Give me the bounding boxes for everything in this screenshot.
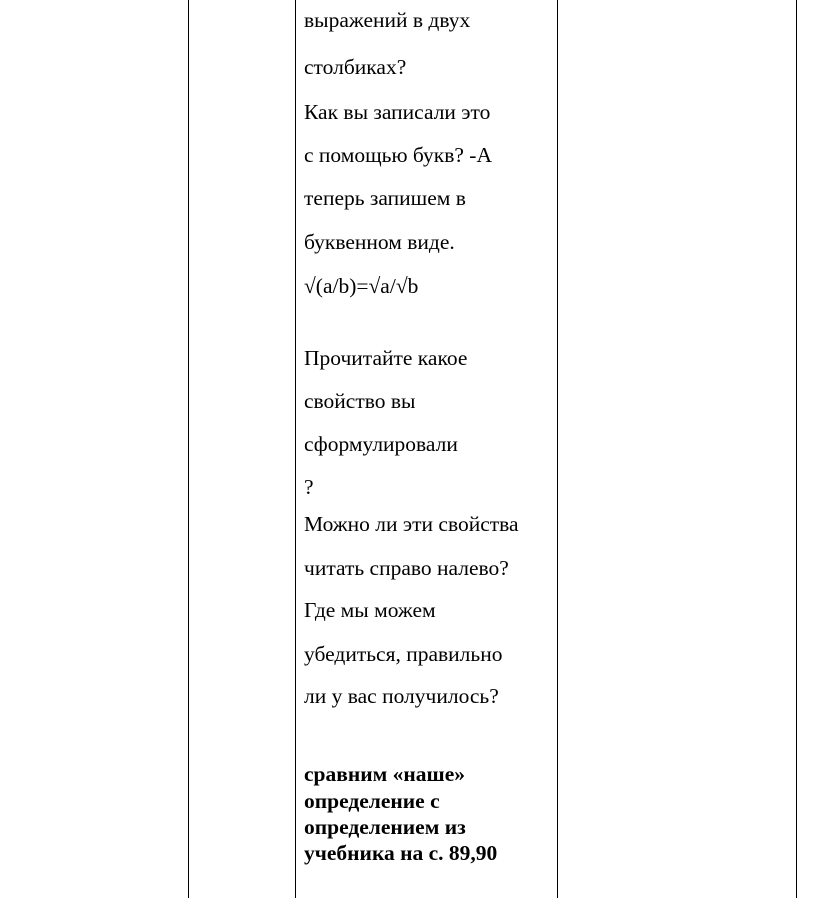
text-line: столбиках? bbox=[304, 55, 407, 79]
text-line: теперь запишем в bbox=[304, 186, 466, 210]
text-line: ли у вас получилось? bbox=[304, 684, 499, 708]
table-border-left bbox=[188, 0, 189, 898]
text-line: Где мы можем bbox=[304, 598, 436, 622]
table-border-3 bbox=[557, 0, 558, 898]
formula: √(a/b)=√a/√b bbox=[304, 274, 419, 298]
table-border-right bbox=[796, 0, 797, 898]
bold-text-line: учебника на с. 89,90 bbox=[304, 841, 498, 865]
text-line: с помощью букв? -А bbox=[304, 143, 492, 167]
bold-text-line: определение с bbox=[304, 789, 440, 813]
text-line: выражений в двух bbox=[304, 8, 471, 32]
text-line: убедиться, правильно bbox=[304, 642, 503, 666]
bold-text-line: определением из bbox=[304, 815, 466, 839]
text-line: Как вы записали это bbox=[304, 100, 491, 124]
text-line: буквенном виде. bbox=[304, 230, 455, 254]
text-line: Можно ли эти свойства bbox=[304, 512, 519, 536]
text-line: Прочитайте какое bbox=[304, 346, 468, 370]
bold-text-line: сравним «наше» bbox=[304, 762, 465, 786]
table-border-2 bbox=[295, 0, 296, 898]
text-line: читать справо налево? bbox=[304, 556, 509, 580]
text-line: сформулировали bbox=[304, 432, 458, 456]
text-line: свойство вы bbox=[304, 389, 416, 413]
text-line: ? bbox=[304, 475, 314, 499]
